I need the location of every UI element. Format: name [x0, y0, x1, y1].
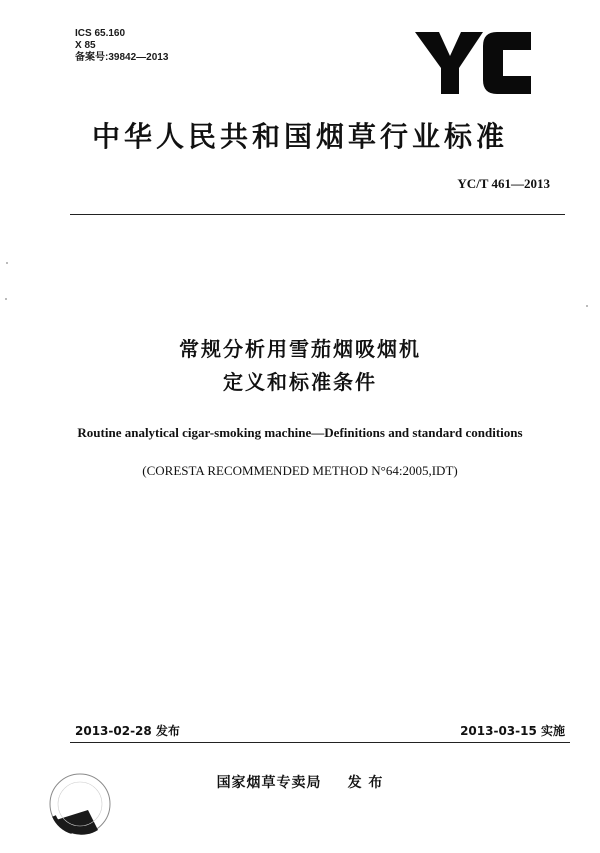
implementation-date: 2013-03-15 实施	[460, 724, 565, 738]
scan-speck	[6, 262, 8, 264]
seal-stamp-icon	[48, 772, 113, 837]
english-title: Routine analytical cigar-smoking machine—Definitions and standard conditions	[77, 425, 523, 440]
scan-speck	[5, 298, 7, 300]
footer-divider	[70, 742, 570, 743]
issuer-title: 中华人民共和国烟草行业标准	[91, 120, 508, 153]
filing-number: 备案号:39842—2013	[75, 52, 169, 63]
ics-code: ICS 65.160	[75, 28, 126, 39]
yc-logo	[413, 30, 533, 96]
publish-word: 发 布	[347, 775, 384, 791]
standard-number: YC/T 461—2013	[457, 176, 550, 191]
publisher-name: 国家烟草专卖局	[216, 775, 322, 791]
release-date: 2013-02-28 发布	[75, 724, 180, 738]
header-divider	[70, 214, 565, 215]
adoption-note: (CORESTA RECOMMENDED METHOD N°64:2005,IDT)	[142, 463, 458, 478]
chinese-title-line-1: 常规分析用雪茄烟吸烟机	[179, 337, 421, 361]
scan-speck	[586, 305, 588, 307]
category-code: X 85	[75, 40, 96, 51]
chinese-title-line-2: 定义和标准条件	[223, 370, 377, 394]
